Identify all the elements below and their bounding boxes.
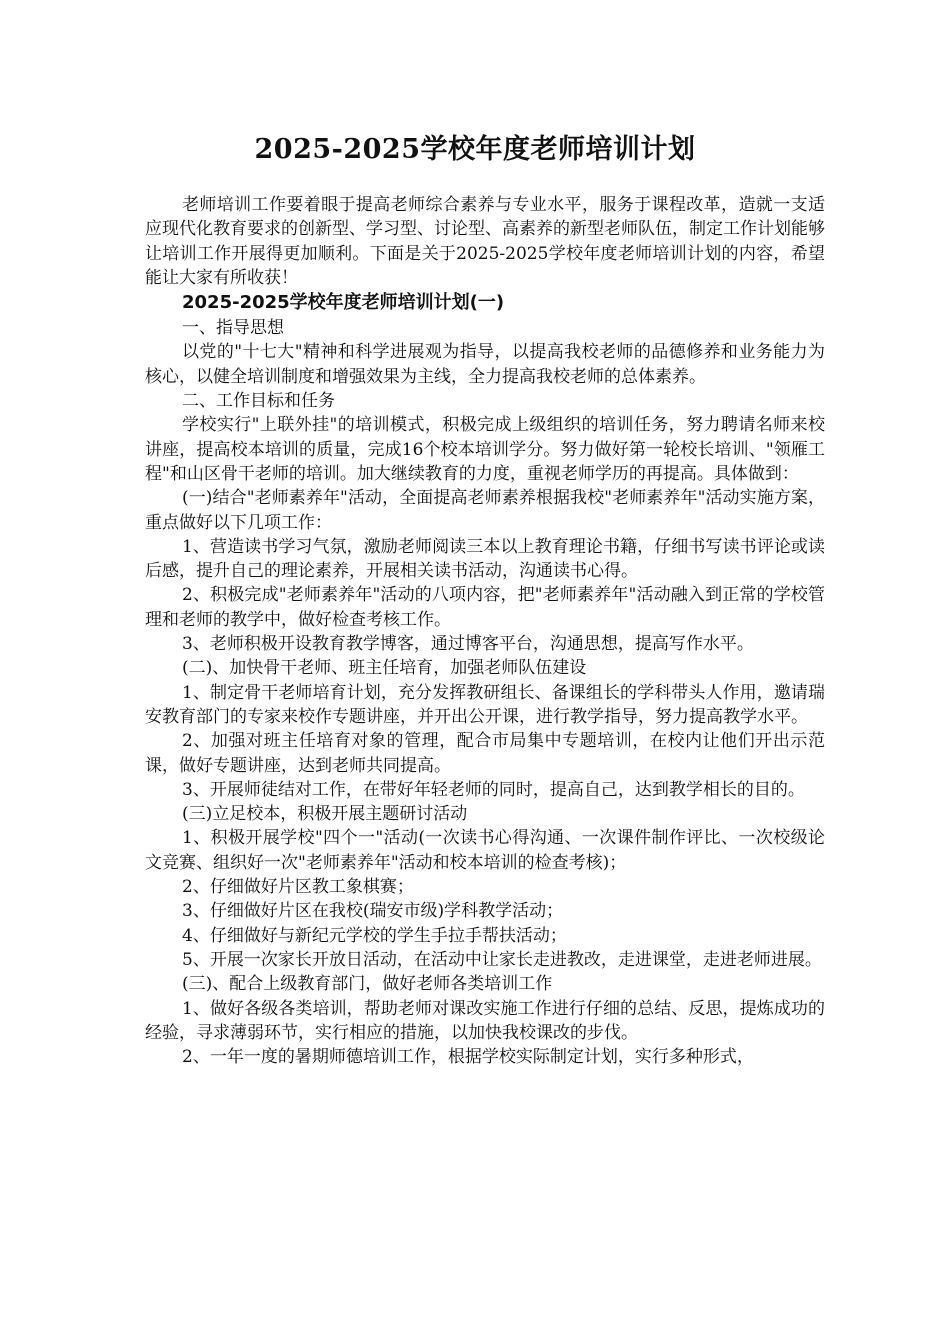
paragraph: 1、营造读书学习气氛，激励老师阅读三本以上教育理论书籍，仔细书写读书评论或读后感，提升自己的理论素养，开展相关读书活动，沟通读书心得。	[145, 536, 825, 582]
paragraph: 1、制定骨干老师培育计划，充分发挥教研组长、备课组长的学科带头人作用，邀请瑞安教育部门的专家来校作专题讲座，并开出公开课，进行教学指导，努力提高教学水平。	[145, 682, 825, 727]
paragraph: 学校实行"上联外挂"的培训模式，积极完成上级组织的培训任务，努力聘请名师来校讲座，提高校本培训的质量，完成16个校本培训学分。努力做好第一轮校长培训、"领雁工程"和山区骨干老师的培训。加大继续教育的力度，重视老师学历的再提高。具体做到：	[145, 415, 825, 484]
paragraph: 4、仔细做好与新纪元学校的学生手拉手帮扶活动；	[182, 925, 567, 946]
paragraph: 3、开展师徒结对工作，在带好年轻老师的同时，提高自己，达到教学相长的目的。	[182, 779, 805, 800]
paragraph: (一)结合"老师素养年"活动，全面提高老师素养根据我校"老师素养年"活动实施方案，重点做好以下几项工作：	[145, 488, 825, 533]
paragraph: 2、一年一度的暑期师德培训工作，根据学校实际制定计划，实行多种形式，	[182, 1047, 754, 1068]
paragraph: 3、仔细做好片区在我校(瑞安市级)学科教学活动；	[182, 901, 564, 922]
paragraph: (三)立足校本，积极开展主题研讨活动	[182, 804, 468, 825]
document-body	[145, 193, 825, 1069]
paragraph: 二、工作目标和任务	[182, 391, 335, 412]
paragraph: 2、积极完成"老师素养年"活动的八项内容，把"老师素养年"活动融入到正常的学校管理和老师的教学中，做好检查考核工作。	[145, 585, 825, 630]
paragraph: 以党的"十七大"精神和科学进展观为指导，以提高我校老师的品德修养和业务能力为核心，以健全培训制度和增强效果为主线，全力提高我校老师的总体素养。	[145, 342, 825, 387]
paragraph: 2、加强对班主任培育对象的管理，配合市局集中专题培训，在校内让他们开出示范课，做好专题讲座，达到老师共同提高。	[145, 731, 825, 776]
section-heading: 2025-2025学校年度老师培训计划(一)	[182, 292, 505, 314]
paragraph: 1、积极开展学校"四个一"活动(一次读书心得沟通、一次课件制作评比、一次校级论文竞赛、组织好一次"老师素养年"活动和校本培训的检查考核)；	[145, 828, 825, 873]
paragraph: (二)、加快骨干老师、班主任培育，加强老师队伍建设	[182, 658, 587, 679]
paragraph: 5、开展一次家长开放日活动，在活动中让家长走进教改，走进课堂，走进老师进展。	[182, 949, 822, 970]
paragraph: 2、仔细做好片区教工象棋赛；	[182, 877, 414, 898]
document-title: 2025-2025学校年度老师培训计划	[254, 134, 696, 165]
paragraph: (三)、配合上级教育部门，做好老师各类培训工作	[182, 974, 553, 995]
paragraph: 3、老师积极开设教育教学博客，通过博客平台，沟通思想，提高写作水平。	[182, 634, 754, 655]
paragraph: 老师培训工作要着眼于提高老师综合素养与专业水平，服务于课程改革，造就一支适应现代化教育要求的创新型、学习型、讨论型、高素养的新型老师队伍，制定工作计划能够让培训工作开展得更加顺利。下面是关于2025-2025学校年度老师培训计划的内容，希望能让大家有所收获！	[145, 195, 825, 288]
paragraph: 一、指导思想	[182, 318, 284, 339]
paragraph: 1、做好各级各类培训，帮助老师对课改实施工作进行仔细的总结、反思，提炼成功的经验，寻求薄弱环节，实行相应的措施，以加快我校课改的步伐。	[145, 998, 825, 1043]
